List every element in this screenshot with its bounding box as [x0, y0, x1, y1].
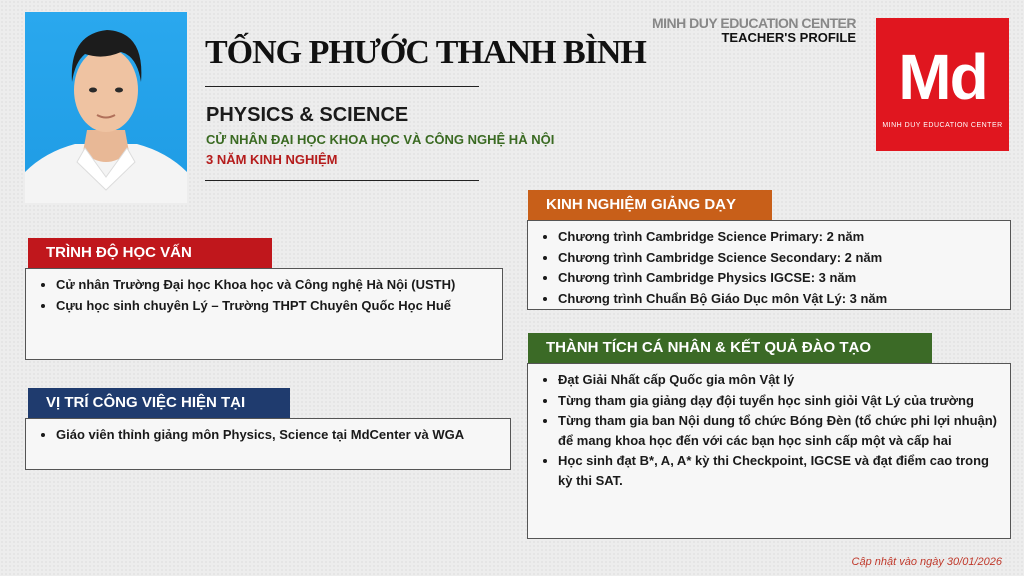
- teaching-item: • Chương trình Cambridge Science Secondary: 2 năm: [558, 248, 1000, 268]
- logo-subtext: MINH DUY EDUCATION CENTER: [882, 122, 1003, 129]
- position-header: VỊ TRÍ CÔNG VIỆC HIỆN TẠI: [28, 388, 290, 418]
- achievement-item: • Từng tham gia ban Nội dung tổ chức Bóng Đèn (tổ chức phi lợi nhuận) để mang khoa học đến với các bạn học sinh cấp một và cấp hai: [558, 411, 1000, 450]
- teaching-box: [527, 220, 1011, 310]
- education-box: [25, 268, 503, 360]
- md-logo: [876, 18, 1009, 151]
- achievements-box: [527, 363, 1011, 539]
- education-item: • Cử nhân Trường Đại học Khoa học và Công nghệ Hà Nội (USTH): [56, 275, 492, 295]
- achievement-item: • Học sinh đạt B*, A, A* kỳ thi Checkpoint, IGCSE và đạt điểm cao trong kỳ thi SAT.: [558, 451, 1000, 490]
- education-list: [26, 275, 502, 315]
- degree-text: CỬ NHÂN ĐẠI HỌC KHOA HỌC VÀ CÔNG NGHỆ HÀ NỘI: [206, 132, 555, 147]
- teacher-portrait-icon: [25, 12, 187, 203]
- position-list: [26, 425, 510, 445]
- achievements-header: THÀNH TÍCH CÁ NHÂN & KẾT QUẢ ĐÀO TẠO: [528, 333, 932, 363]
- teaching-item: • Chương trình Chuẩn Bộ Giáo Dục môn Vật Lý: 3 năm: [558, 289, 1000, 309]
- achievement-item: • Từng tham gia giảng dạy đội tuyển học sinh giỏi Vật Lý của trường: [558, 391, 1000, 411]
- logo-text: Md: [898, 41, 987, 113]
- divider-bottom: [205, 180, 479, 181]
- center-name: MINH DUY EDUCATION CENTER: [652, 15, 856, 31]
- teaching-list: [528, 227, 1010, 308]
- profile-label: TEACHER'S PROFILE: [721, 30, 856, 45]
- teaching-item: • Chương trình Cambridge Science Primary: 2 năm: [558, 227, 1000, 247]
- position-item: • Giáo viên thỉnh giảng môn Physics, Science tại MdCenter và WGA: [56, 425, 500, 445]
- achievement-item: • Đạt Giải Nhất cấp Quốc gia môn Vật lý: [558, 370, 1000, 390]
- teaching-item: • Chương trình Cambridge Physics IGCSE: 3 năm: [558, 268, 1000, 288]
- experience-years: 3 NĂM KINH NGHIỆM: [206, 152, 338, 167]
- position-box: [25, 418, 511, 470]
- achievements-list: [528, 370, 1010, 490]
- updated-date: Cập nhật vào ngày 30/01/2026: [851, 556, 1002, 568]
- teacher-photo: [25, 12, 187, 203]
- education-item: • Cựu học sinh chuyên Lý – Trường THPT Chuyên Quốc Học Huế: [56, 296, 492, 316]
- teacher-name: TỐNG PHƯỚC THANH BÌNH: [205, 34, 646, 71]
- subject-title: PHYSICS & SCIENCE: [206, 104, 409, 126]
- teaching-header: KINH NGHIỆM GIẢNG DẠY: [528, 190, 772, 220]
- education-header: TRÌNH ĐỘ HỌC VẤN: [28, 238, 272, 268]
- divider-top: [205, 86, 479, 87]
